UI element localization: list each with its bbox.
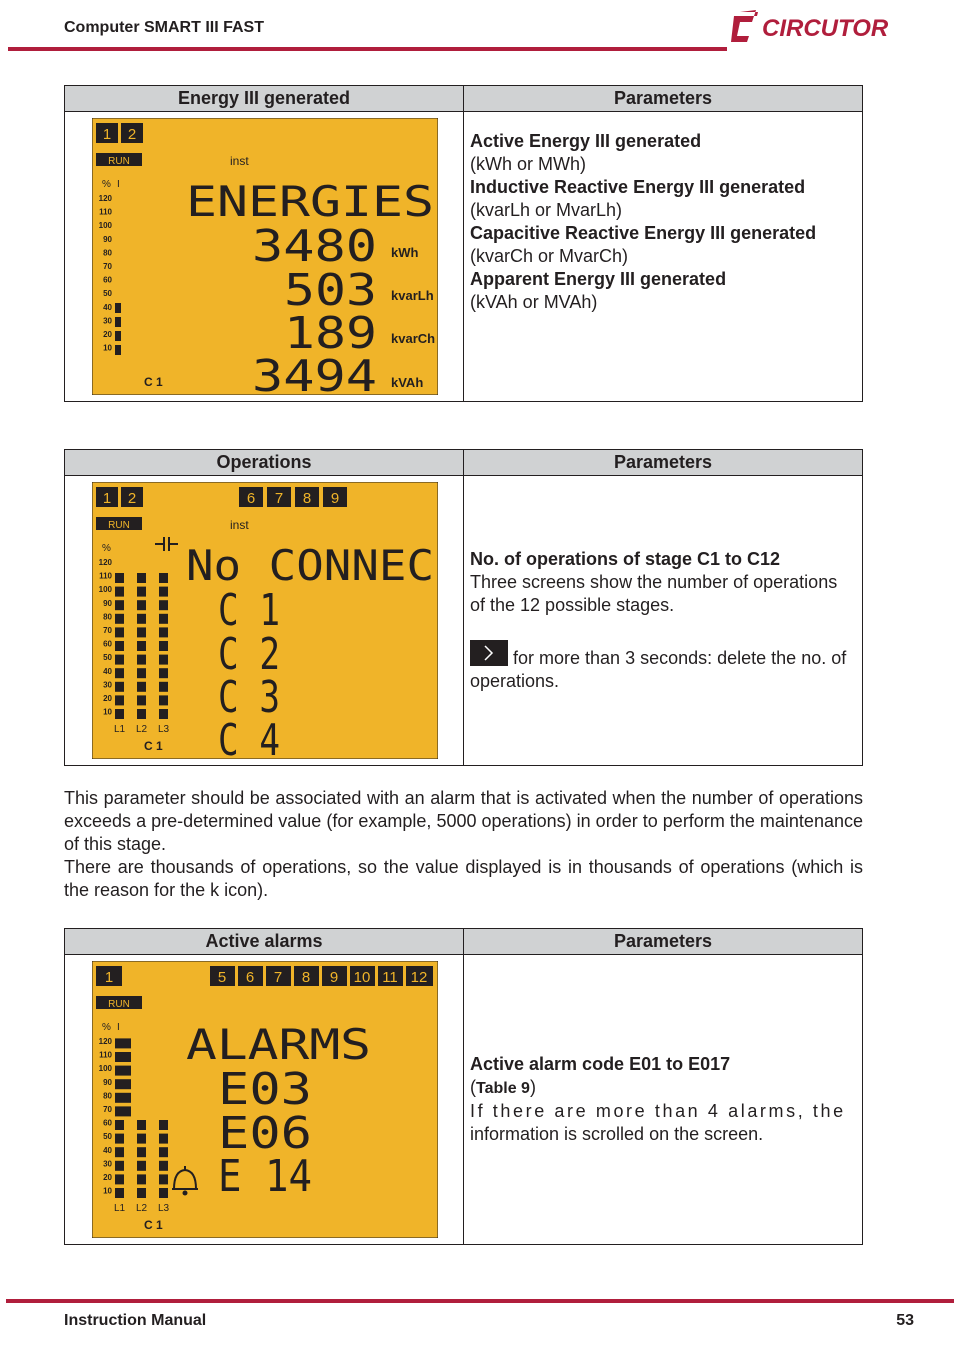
column-header: Active alarms [65,929,464,955]
scale-label: 110 [99,207,112,217]
circutor-logo [730,8,910,48]
scale-label: 20 [103,330,112,339]
bar-segment [137,1174,146,1184]
bar-segment [137,668,146,678]
page-number: 53 [896,1312,914,1329]
scale-label: 80 [103,1091,112,1101]
bar-segment [115,695,124,705]
energy-table [64,85,863,402]
paragraph: There are thousands of operations, so the value displayed is in thousands of operations (which is the reason for the k icon). [64,857,863,900]
svg-text:L3: L3 [158,724,170,735]
scale-label: 20 [103,694,112,703]
bar-segment [115,641,124,651]
svg-text:C 1: C 1 [144,739,163,753]
svg-text:L1: L1 [114,724,126,735]
svg-text:C 1: C 1 [144,375,163,389]
key-instruction: for more than 3 seconds: delete the no. of operations. [470,648,847,691]
bar-segment [159,627,168,637]
bar-segment [159,1147,168,1157]
column-header: Operations [65,450,464,476]
bar-segment [159,641,168,651]
paren: ) [529,1077,536,1097]
bar-segment [115,600,124,610]
scale-label: 30 [103,680,112,690]
svg-text:9: 9 [330,490,340,507]
bar-segment [137,573,146,583]
bar-segment [159,1120,168,1130]
parameter-text: Three screens show the number of operations of the 12 possible stages. [470,572,838,615]
scale-label: 70 [103,1105,112,1114]
bar-segment [137,709,146,719]
column-header: Parameters [464,450,863,476]
lcd-display [92,961,438,1238]
svg-text:I: I [117,1022,120,1033]
scale-label: 30 [103,1159,112,1169]
svg-text:10: 10 [353,969,371,986]
svg-text:1: 1 [102,126,112,143]
svg-text:L1: L1 [114,1203,126,1214]
svg-text:7: 7 [273,969,283,986]
bar-segment [115,1147,124,1157]
parameter-title: Apparent Energy III generated [470,269,727,289]
bar-segment [137,1134,146,1144]
parameters-cell [464,476,863,766]
lcd-cell [65,112,464,402]
scale-label: 80 [103,248,112,258]
scale-label: 10 [103,1186,112,1196]
parameter-unit: (kWh or MWh) [470,154,586,174]
svg-text:C 1: C 1 [218,585,280,636]
parameters-cell [464,112,863,402]
bar-segment [159,668,168,678]
svg-text:2: 2 [127,490,137,507]
header-rule [8,47,727,51]
bar-segment [137,627,146,637]
svg-text:L2: L2 [136,1203,148,1214]
lcd-cell [65,476,464,766]
scale-label: 30 [103,316,112,326]
svg-text:1: 1 [102,490,112,507]
scale-label: 50 [103,1132,112,1142]
bar-segment [115,1038,131,1048]
svg-text:C 2: C 2 [218,629,280,680]
lcd-display [92,118,438,395]
scale-label: 10 [103,707,112,717]
svg-text:7: 7 [274,490,284,507]
scale-label: 120 [98,194,112,203]
document-title: Computer SMART III FAST [64,19,264,36]
bar-segment [137,695,146,705]
parameter-description [464,130,862,383]
footer-rule [6,1299,954,1303]
svg-text:5: 5 [217,969,227,986]
bar-segment [159,587,168,597]
svg-text:inst: inst [230,518,249,532]
svg-text:C 4: C 4 [218,715,280,759]
parameter-unit: (kVAh or MVAh) [470,292,598,312]
svg-text:E06: E06 [218,1108,312,1159]
scale-label: 50 [103,289,112,299]
svg-text:C 3: C 3 [218,672,280,723]
svg-text:ENERGIES: ENERGIES [186,177,434,226]
parameter-unit: (kvarCh or MvarCh) [470,246,629,266]
scale-label: 120 [98,558,112,567]
scale-label: 60 [103,639,112,649]
svg-text:1: 1 [104,969,114,986]
scale-label: 90 [103,598,112,608]
bar-segment [115,573,124,583]
svg-text:8: 8 [302,490,312,507]
scale-label: 110 [99,571,112,581]
bar-segment [159,1134,168,1144]
svg-text:6: 6 [246,490,256,507]
scale-label: 80 [103,612,112,622]
svg-text:8: 8 [301,969,311,986]
scale-label: 70 [103,626,112,635]
operations-table [64,449,863,766]
scale-label: 10 [103,343,112,353]
parameter-title: Capacitive Reactive Energy III generated [470,223,817,243]
svg-text:3494: 3494 [252,351,377,395]
parameter-title: No. of operations of stage C1 to C12 [470,549,781,569]
scale-label: 70 [103,262,112,271]
bar-segment [137,1120,146,1130]
parameter-description [464,548,862,693]
scale-label: 20 [103,1173,112,1182]
svg-text:E 14: E 14 [218,1151,312,1202]
svg-text:2: 2 [127,126,137,143]
bar-segment [159,655,168,665]
svg-text:9: 9 [329,969,339,986]
scale-label: 40 [103,1145,112,1155]
bar-segment [115,655,124,665]
parameter-text: information is scrolled on the screen. [470,1124,764,1144]
svg-text:L3: L3 [158,1203,170,1214]
column-header: Parameters [464,86,863,112]
bar-segment [137,641,146,651]
bar-segment [115,1134,124,1144]
bar-segment [137,614,146,624]
bar-segment [159,695,168,705]
bar-segment [159,600,168,610]
svg-text:kVAh: kVAh [391,375,424,390]
svg-text:RUN: RUN [108,520,130,531]
parameter-text: If there are more than 4 alarms, the [470,1101,846,1121]
svg-text:kWh: kWh [391,245,419,260]
bar-segment [115,1120,124,1130]
parameter-title: Inductive Reactive Energy III generated [470,177,806,197]
bar-segment [159,1174,168,1184]
alarms-table [64,928,863,1245]
bar-segment [115,668,124,678]
bar-segment [115,709,124,719]
scale-label: 90 [103,234,112,244]
svg-text:L2: L2 [136,724,148,735]
scale-label: 100 [98,221,112,231]
bar-segment [159,1161,168,1171]
svg-text:%: % [102,179,111,190]
svg-text:RUN: RUN [108,999,130,1010]
scale-label: 40 [103,302,112,312]
bar-segment [115,627,124,637]
bar-segment [159,573,168,583]
svg-text:No CONNEC: No CONNEC [186,541,434,590]
bar-segment [115,1161,124,1171]
scale-label: 100 [98,585,112,595]
bar-segment [159,1188,168,1198]
svg-text:inst: inst [230,154,249,168]
scale-label: 90 [103,1077,112,1087]
bar-segment [115,682,124,692]
svg-text:%: % [102,543,111,554]
svg-text:RUN: RUN [108,156,130,167]
svg-text:C 1: C 1 [144,1218,163,1232]
svg-text:ALARMS: ALARMS [186,1020,371,1069]
svg-text:12: 12 [410,969,428,986]
parameter-title: Active Energy III generated [470,131,702,151]
lcd-display [92,482,438,759]
scale-label: 110 [99,1050,112,1060]
paragraph: This parameter should be associated with an alarm that is activated when the number of operations exceeds a pre-determined value (for example, 5000 operations) in order to perform the maintenance of this stage. [64,788,863,854]
scale-label: 60 [103,1118,112,1128]
svg-text:%: % [102,1022,111,1033]
scale-label: 50 [103,653,112,663]
scale-label: 40 [103,666,112,676]
bar-segment [115,1174,124,1184]
bar-segment [137,587,146,597]
bar-segment [115,1079,131,1089]
scale-label: 60 [103,275,112,285]
bar-segment [159,682,168,692]
bar-segment [159,614,168,624]
bar-segment [137,1161,146,1171]
svg-text:6: 6 [245,969,255,986]
svg-text:503: 503 [284,265,377,316]
svg-text:kvarLh: kvarLh [391,288,434,303]
bar-segment [115,587,124,597]
body-text [64,787,863,902]
bar-segment [137,1147,146,1157]
scale-label: 100 [98,1064,112,1074]
bar-segment [137,655,146,665]
bar-segment [159,709,168,719]
bar-segment [115,614,124,624]
bar-segment [115,1052,131,1062]
table-reference-link[interactable]: Table 9 [476,1080,530,1097]
svg-text:3480: 3480 [252,221,377,272]
svg-text:189: 189 [284,308,377,359]
bar-segment [137,1188,146,1198]
bar-segment [115,1066,131,1076]
bar-segment [137,682,146,692]
lcd-cell [65,955,464,1245]
scale-label: 120 [98,1037,112,1046]
bar-segment [137,600,146,610]
svg-text:kvarCh: kvarCh [391,331,436,346]
bar-segment [115,1106,131,1116]
svg-text:11: 11 [382,969,398,986]
parameters-cell [464,955,863,1245]
parameter-title: Active alarm code E01 to E017 [470,1054,731,1074]
bar-segment [115,1188,124,1198]
svg-text:E03: E03 [218,1064,312,1115]
column-header: Parameters [464,929,863,955]
bar-segment [115,1093,131,1103]
parameter-unit: (kvarLh or MvarLh) [470,200,623,220]
svg-text:I: I [117,179,120,190]
column-header: Energy III generated [65,86,464,112]
paren: ( [470,1077,476,1097]
footer-title: Instruction Manual [64,1312,207,1329]
parameter-description [464,1053,862,1146]
next-key-icon [470,640,508,666]
svg-text:CIRCUTOR: CIRCUTOR [762,15,889,42]
